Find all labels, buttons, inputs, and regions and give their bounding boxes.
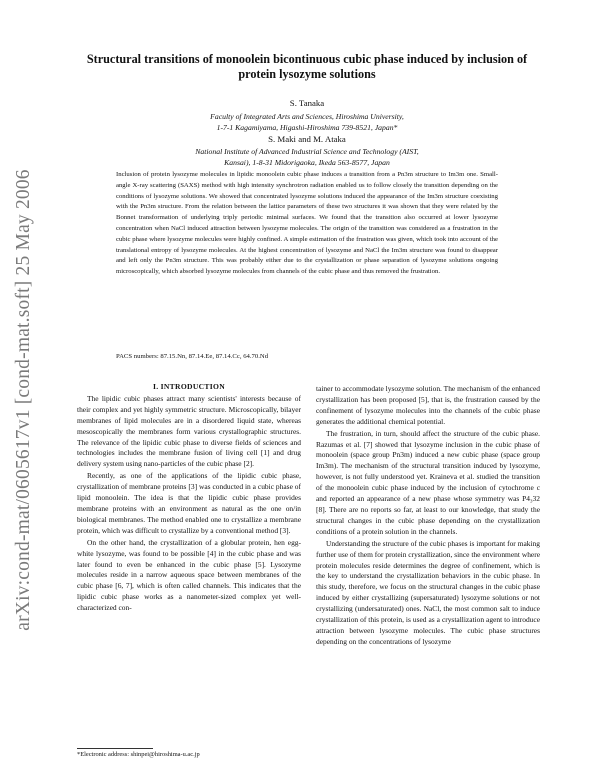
paragraph: The frustration, in turn, should affect the structure of the cubic phase. Razumas et al. [7] showed that lysozyme inclusion in the cubic phase of monoolein (space group Pn3m) induced a new cubic phase (space group Im3m). The mechanism of the structural transition induced by lysozyme, however, is not fully understood yet. Kraineva et al. studied the transition of the monoolein cubic phase induced by the inclusion of cytochrome c and reported an appearance of a new phase whose symmetry was P4₃32 [8]. There are no reports so far, at least to our knowledge, that study the structural changes in the cubic phase depending on the crystallization conditions of a protein solution in the channels. — [316, 428, 540, 536]
section-heading: I. INTRODUCTION — [152, 382, 225, 391]
arxiv-sidebar — [2, 150, 46, 650]
pacs-numbers: PACS numbers: 87.15.Nn, 87.14.Ee, 87.14.Cc, 64.70.Nd — [116, 353, 269, 360]
arxiv-identifier: arXiv:cond-mat/0605617v1 [cond-mat.soft] 25 May 2006 — [13, 169, 34, 631]
affiliation-aist — [70, 146, 544, 168]
footnote-rule — [77, 748, 153, 749]
author-maki-ataka: S. Maki and M. Ataka — [268, 134, 346, 144]
author-tanaka: S. Tanaka — [289, 98, 325, 108]
paragraph: On the other hand, the crystallization of a globular protein, hen egg-white lysozyme, was found to be possible [4] in the cubic phase and was later found to even be enhanced in the cubic phase [5]. Lysozyme molecules reside in a narrow aqueous space between membranes of the cubic phase [6, 7], which is often called channels. This indicates that the lipidic cubic phase works as a nanometer-sized complex yet well-characterized con- — [77, 537, 301, 613]
right-column — [316, 384, 540, 648]
affiliation-line: Kansai), 1-8-31 Midorigaoka, Ikeda 563-8577, Japan — [224, 158, 390, 167]
paper-title: Structural transitions of monoolein bicontinuous cubic phase induced by inclusion of protein lysozyme solutions — [86, 52, 528, 81]
affiliation-line: Faculty of Integrated Arts and Sciences, Hiroshima University, — [210, 112, 404, 121]
affiliation-line: 1-7-1 Kagamiyama, Higashi-Hiroshima 739-8521, Japan* — [216, 123, 398, 132]
affiliation-hiroshima — [70, 111, 544, 133]
paragraph: The lipidic cubic phases attract many scientists' interests because of their complex and yet highly symmetric structure. Microscopically, bilayer membranes of lipid molecules are in a disordered liquid state, whereas mesoscopically the membranes form various crystallographic structures. The relevance of the lipidic cubic phase to diverse fields of sciences and technologies includes the membrane fusion of living cell [1] and drug delivery system using nano-particles of the cubic phase [2]. — [77, 393, 301, 469]
paragraph: Understanding the structure of the cubic phases is important for making further use of them for protein crystallization, since the environment where protein molecules reside determines the degree of confinement, which is the key to understand the crystallization behaviors in the cubic phase. In this study, therefore, we focus on the structural changes in the cubic phase induced by either crystallizing (supersaturated) lysozyme solutions or not crystallizing (undersaturated) ones. NaCl, the most common salt to induce crystallization of this protein, is used as a crystallization agent to introduce attraction between lysozyme molecules. The cubic phase structures depending on the concentrations of lysozyme — [316, 538, 540, 646]
paragraph: Recently, as one of the applications of the lipidic cubic phase, crystallization of membrane proteins [3] was conducted in a cubic phase of lipid monoolein. The idea is that the lipidic cubic phase provides membrane proteins with an environment as natural as the one on/in biological membranes. The method enabled one to crystallize a membrane protein, which was difficult to crystallize by a conventional method [3]. — [77, 471, 301, 535]
paragraph: tainer to accommodate lysozyme solution. The mechanism of the enhanced crystallization has been proposed [5], that is, the frustration caused by the confinement of lysozyme molecules into the channels of the cubic phase generates the additional chemical potential. — [316, 384, 540, 426]
affiliation-line: National Institute of Advanced Industrial Science and Technology (AIST, — [195, 147, 419, 156]
left-column — [77, 382, 301, 614]
abstract: Inclusion of protein lysozyme molecules in lipidic monoolein cubic phase induces a transition from a Pn3m structure to Im3m one. Small-angle X-ray scattering (SAXS) method with high intensity synchrotron radiation enabled us to follow closely the transition depending on the conditions of lysozyme solutions. We showed that concentrated lysozyme solutions induced the appearance of the Im3m structure coexisting with the Pn3m structure. From the relation between the lattice parameters of these two structures it was shown that they were related by the Bonnet transformation of underlying triply periodic minimal surfaces. We found that the transition also occurred at lower lysozyme concentration when NaCl induced attraction between lysozyme molecules. The origin of the transition was considered as a frustration in the cubic phase where lysozyme molecules were highly confined. A simple estimation of the frustration was given, which took into account of the translational entropy of lysozyme molecules. At the highest concentration of lysozyme and NaCl the Im3m structure was found to disappear and left only the Pn3m structure. This was probably either due to the crystallization or phase separation of lysozyme solutions ongoing microscopically, which absorbed lysozyme molecules from channels of the cubic phase and thus removed the frustration. — [116, 171, 498, 276]
footnote: *Electronic address: shinpei@hiroshima-u.ac.jp — [77, 751, 200, 758]
